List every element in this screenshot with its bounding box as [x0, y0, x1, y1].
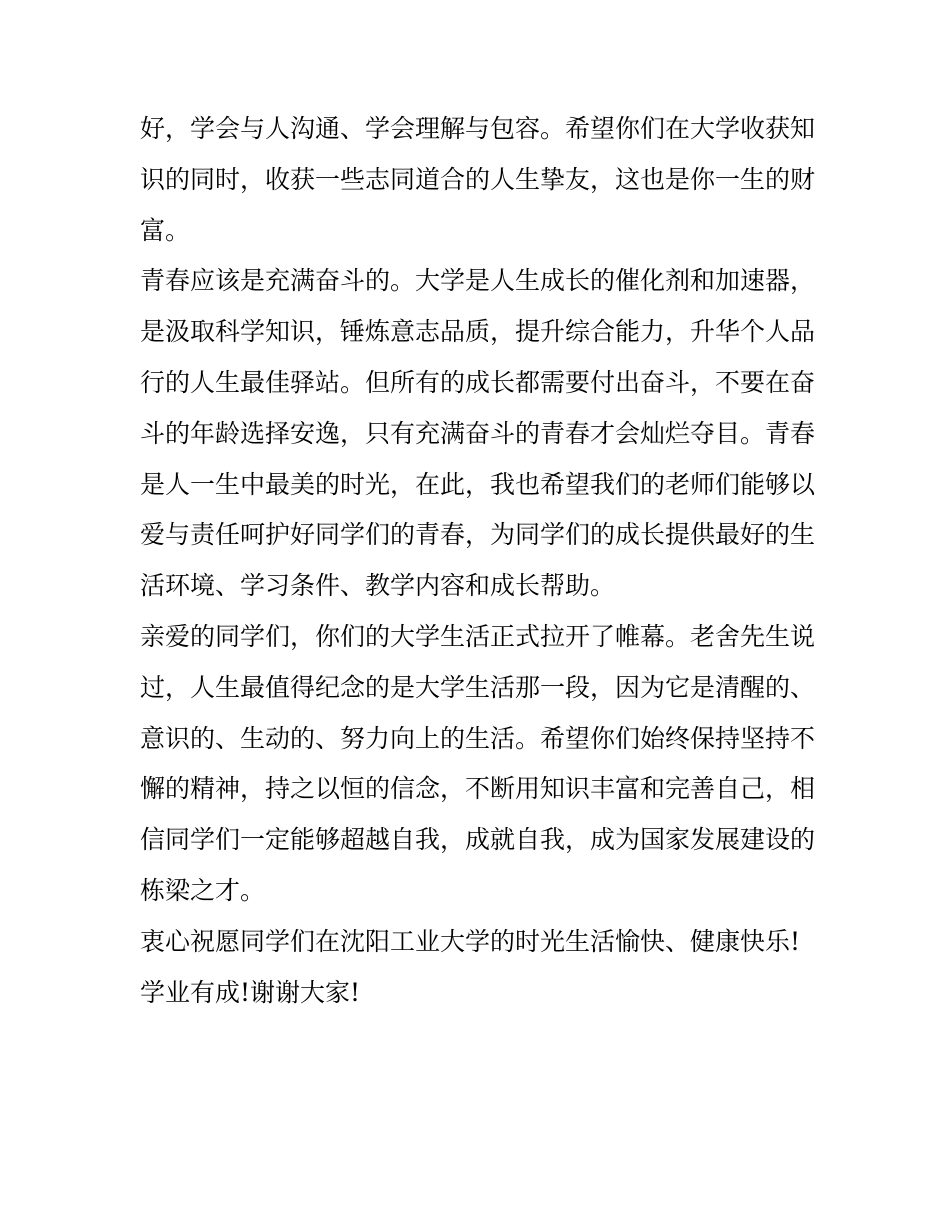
paragraph-4: [140, 917, 812, 1019]
text-line: 青春应该是充满奋斗的。大学是人生成长的催化剂和加速器，: [140, 266, 816, 296]
text-line: 识的同时，收获一些志同道合的人生挚友，这也是你一生的财: [140, 164, 816, 194]
paragraph-3: [140, 612, 816, 917]
text-line: 活环境、学习条件、教学内容和成长帮助。: [140, 571, 616, 601]
text-line: 信同学们一定能够超越自我，成就自我，成为国家发展建设的: [140, 825, 816, 855]
text-line: 是人一生中最美的时光，在此，我也希望我们的老师们能够以: [140, 469, 816, 499]
text-line: 斗的年龄选择安逸，只有充满奋斗的青春才会灿烂夺目。青春: [140, 418, 816, 448]
text-line: 爱与责任呵护好同学们的青春，为同学们的成长提供最好的生: [140, 520, 816, 550]
text-line: 懈的精神，持之以恒的信念，不断用知识丰富和完善自己，相: [140, 774, 816, 804]
text-line: 是汲取科学知识，锤炼意志品质，提升综合能力，升华个人品: [140, 317, 816, 347]
text-line: 亲爱的同学们，你们的大学生活正式拉开了帷幕。老舍先生说: [140, 621, 816, 651]
text-line: 过，人生最值得纪念的是大学生活那一段，因为它是清醒的、: [140, 672, 816, 702]
text-line: 衷心祝愿同学们在沈阳工业大学的时光生活愉快、健康快乐!: [140, 926, 801, 956]
text-line: 意识的、生动的、努力向上的生活。希望你们始终保持坚持不: [140, 723, 816, 753]
text-line: 富。: [140, 215, 191, 245]
text-line: 栋梁之才。: [140, 875, 266, 905]
text-line: 好，学会与人沟通、学会理解与包容。希望你们在大学收获知: [140, 114, 816, 143]
paragraph-1: [140, 104, 816, 256]
paragraph-2: [140, 256, 816, 612]
document-page: [140, 104, 816, 1018]
text-line: 学业有成!谢谢大家!: [140, 977, 361, 1007]
text-line: 行的人生最佳驿站。但所有的成长都需要付出奋斗，不要在奋: [140, 367, 816, 397]
